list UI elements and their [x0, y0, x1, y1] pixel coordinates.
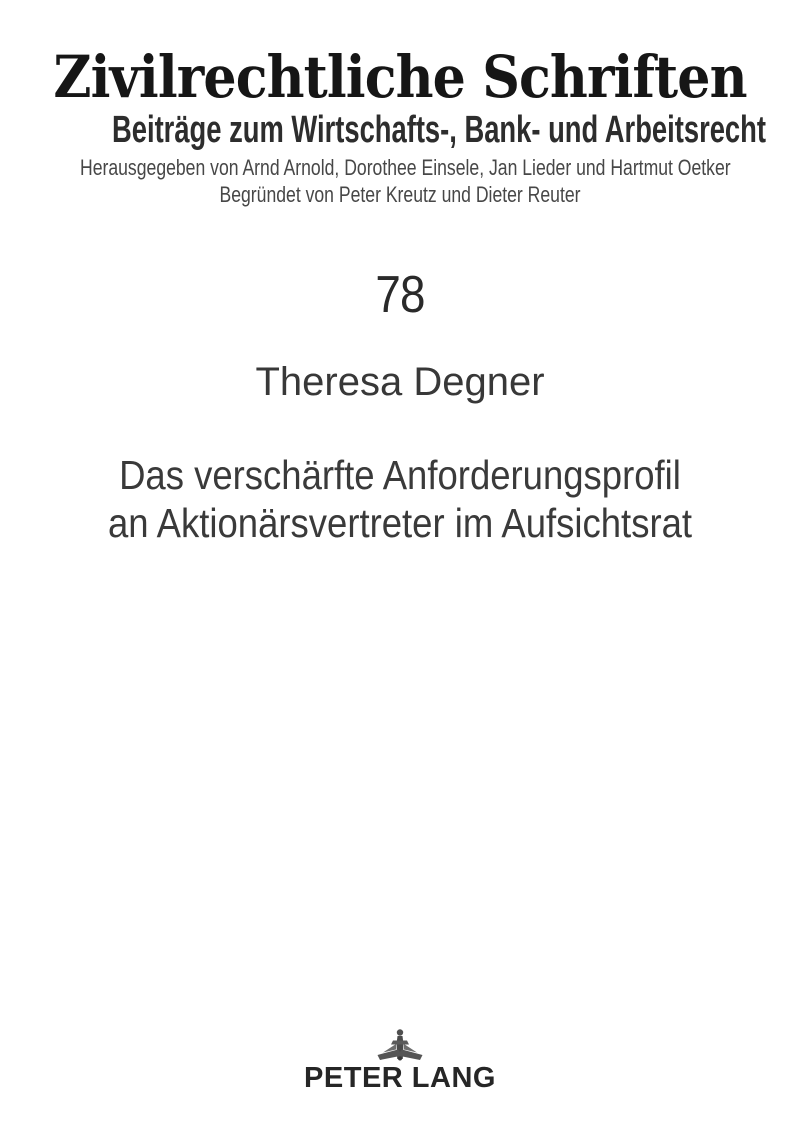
publisher-name: PETER LANG — [304, 1062, 496, 1094]
series-title: Zivilrechtliche Schriften — [53, 43, 747, 111]
peter-lang-emblem-icon — [0, 1028, 800, 1062]
book-title-line-2: an Aktionärsvertreter im Aufsichtsrat — [107, 500, 693, 546]
series-subtitle: Beiträge zum Wirtschafts-, Bank- und Arbeitsrecht — [112, 109, 766, 151]
series-volume-number: 78 — [375, 266, 425, 324]
book-title-line-1: Das verschärfte Anforderungsprofil — [119, 452, 681, 498]
series-founders-line: Begründet von Peter Kreutz und Dieter Reuter — [219, 182, 581, 207]
book-author: Theresa Degner — [255, 360, 545, 404]
series-editors-line: Herausgegeben von Arnd Arnold, Dorothee Einsele, Jan Lieder und Hartmut Oetker — [80, 155, 731, 180]
